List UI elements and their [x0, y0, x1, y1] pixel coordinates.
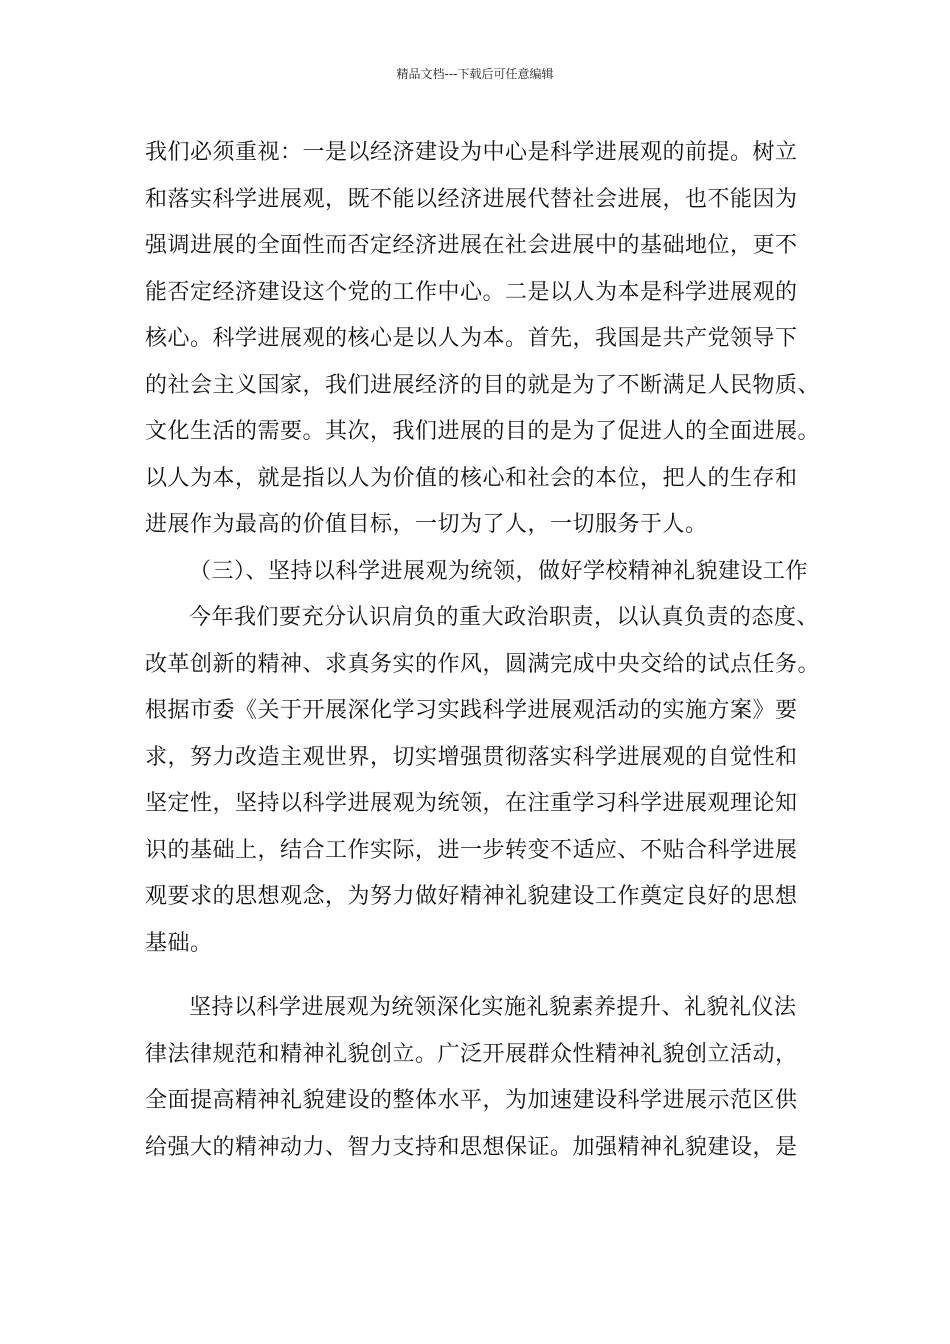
text-line: 文化生活的需要。其次，我们进展的目的是为了促进人的全面进展。	[145, 419, 821, 444]
text-line: 改革创新的精神、求真务实的作风，圆满完成中央交给的试点任务。	[145, 651, 821, 677]
text-line: 核心。科学进展观的核心是以人为本。首先，我国是共产党领导下	[145, 326, 798, 351]
text-line: 坚持以科学进展观为统领深化实施礼貌素养提升、礼貌礼仪法	[189, 995, 797, 1020]
text-line: 以人为本，就是指以人为价值的核心和社会的本位，把人的生存和	[145, 465, 798, 491]
text-line: 求，努力改造主观世界，切实增强贯彻落实科学进展观的自觉性和	[145, 744, 798, 770]
text-line: 识的基础上，结合工作实际，进一步转变不适应、不贴合科学进展	[145, 837, 798, 863]
text-line: 律法律规范和精神礼貌创立。广泛开展群众性精神礼貌创立活动，	[145, 1041, 798, 1067]
text-line: 的社会主义国家，我们进展经济的目的就是为了不断满足人民物质、	[145, 372, 821, 398]
document-body	[145, 130, 821, 1171]
text-line: 坚定性，坚持以科学进展观为统领，在注重学习科学进展观理论知	[145, 791, 798, 816]
text-line: 给强大的精神动力、智力支持和思想保证。加强精神礼貌建设，是	[145, 1134, 798, 1160]
text-line: 进展作为最高的价值目标，一切为了人，一切服务于人。	[145, 512, 708, 537]
text-line: 能否定经济建设这个党的工作中心。二是以人为本是科学进展观的	[145, 279, 798, 305]
text-line: 强调进展的全面性而否定经济进展在社会进展中的基础地位，更不	[145, 233, 798, 258]
section-heading: （三）、坚持以科学进展观为统领，做好学校精神礼貌建设工作	[189, 558, 809, 584]
paragraph-gap	[145, 967, 811, 985]
text-line: 全面提高精神礼貌建设的整体水平，为加速建设科学进展示范区供	[145, 1088, 798, 1113]
text-line: 我们必须重视：一是以经济建设为中心是科学进展观的前提。树立	[145, 140, 798, 165]
text-line: 基础。	[145, 930, 213, 956]
text-line: 根据市委《关于开展深化学习实践科学进展观活动的实施方案》要	[145, 698, 798, 723]
page-header: 精品文档---下载后可任意编辑	[396, 67, 554, 81]
text-line: 和落实科学进展观，既不能以经济进展代替社会进展，也不能因为	[145, 186, 798, 212]
text-line: 观要求的思想观念，为努力做好精神礼貌建设工作奠定良好的思想	[145, 884, 798, 909]
text-line: 今年我们要充分认识肩负的重大政治职责，以认真负责的态度、	[189, 605, 820, 630]
